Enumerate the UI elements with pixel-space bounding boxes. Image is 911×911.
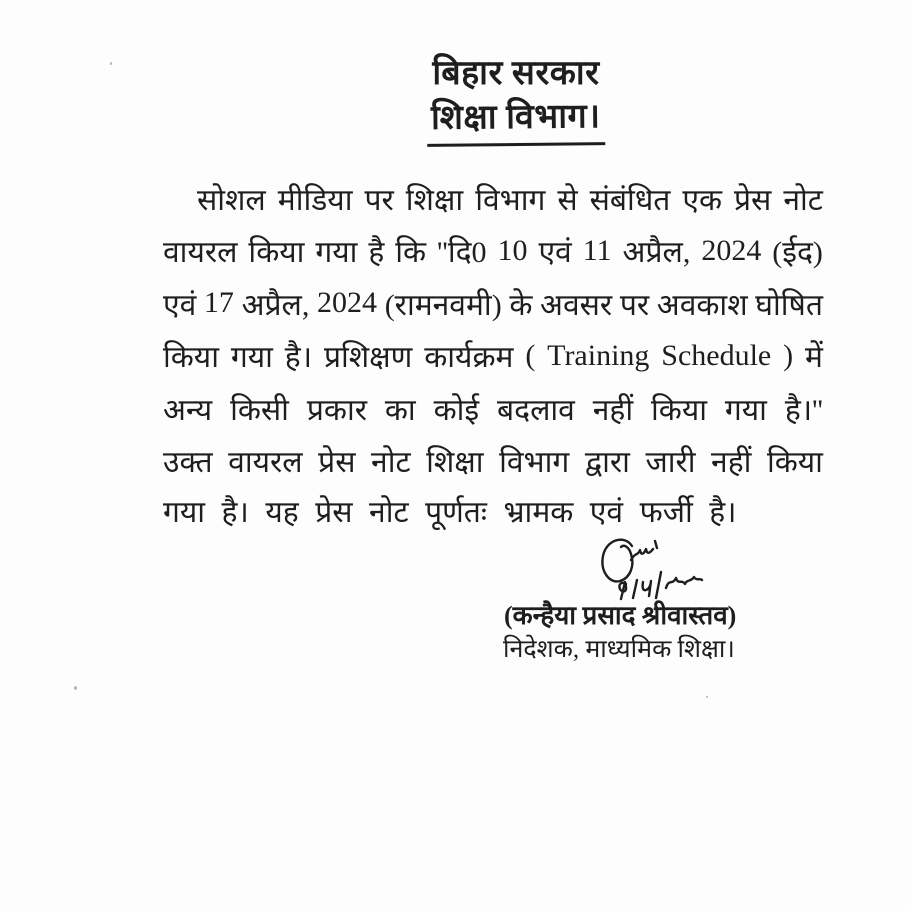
body-line-5: अन्य किसी प्रकार का कोई बदलाव नहीं किया गया है।'' [163, 393, 823, 427]
signatory-name: (कन्हैया प्रसाद श्रीवास्तव) [504, 601, 737, 630]
scan-speck [74, 686, 77, 690]
body-line-2: वायरल किया गया है कि ''दि0 10 एवं 11 अप्रैल, 2024 (ईद) [163, 233, 823, 270]
header-department-wrap [416, 92, 616, 146]
press-note-body [163, 172, 823, 540]
scan-speck [110, 62, 112, 65]
body-line-6: उक्त वायरल प्रेस नोट शिक्षा विभाग द्वारा जारी नहीं किया [163, 446, 823, 480]
header-government-title: बिहार सरकार [432, 55, 600, 92]
body-line-1: सोशल मीडिया पर शिक्षा विभाग से संबंधित एक प्रेस नोट [196, 183, 823, 217]
scan-speck [706, 696, 708, 698]
signatory-designation: निदेशक, माध्यमिक शिक्षा। [503, 636, 735, 663]
signature-block [502, 536, 802, 676]
body-line-4: किया गया है। प्रशिक्षण कार्यक्रम ( Training Schedule ) में [163, 338, 823, 375]
body-line-3: एवं 17 अप्रैल, 2024 (रामनवमी) के अवसर पर अवकाश घोषित [163, 286, 823, 322]
handwritten-signature-icon [598, 536, 710, 604]
body-line-7: गया है। यह प्रेस नोट पूर्णतः भ्रामक एवं फर्जी है। [163, 496, 737, 529]
header-department-title: शिक्षा विभाग। [427, 91, 605, 147]
